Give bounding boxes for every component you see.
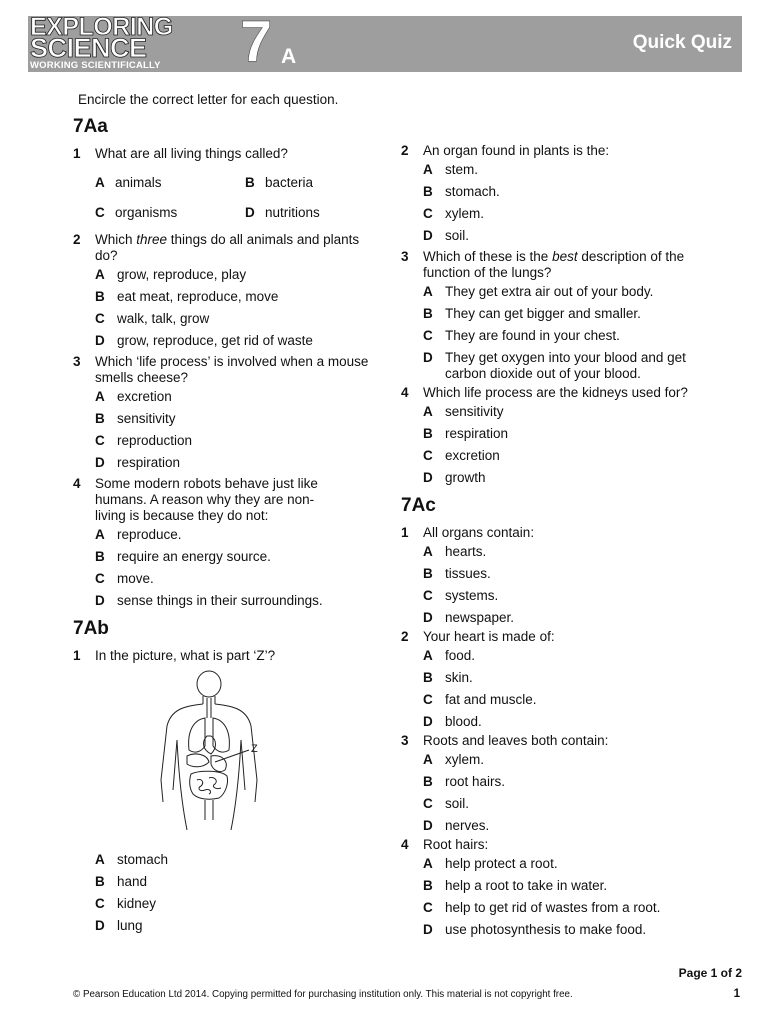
option-letter[interactable]: D	[423, 610, 433, 625]
option-a[interactable]	[95, 524, 373, 546]
question-text: Which life process are the kidneys used for?	[423, 385, 688, 400]
option-letter[interactable]: D	[423, 350, 433, 365]
question-number: 1	[401, 525, 409, 540]
option-b[interactable]	[245, 172, 395, 194]
option-text: sense things in their surroundings.	[117, 593, 323, 608]
option-a[interactable]	[95, 264, 373, 286]
option-text: hand	[117, 874, 148, 889]
option-text: root hairs.	[445, 774, 506, 789]
option-letter[interactable]: C	[95, 433, 105, 448]
question-7aa-3	[73, 354, 373, 474]
option-text: They are found in your chest.	[445, 328, 620, 343]
option-letter[interactable]: D	[423, 228, 433, 243]
option-text: nutritions	[265, 205, 320, 220]
option-letter[interactable]: A	[423, 752, 433, 767]
question-7ac-4	[401, 837, 721, 941]
option-letter[interactable]: D	[95, 593, 105, 608]
option-d[interactable]	[245, 202, 395, 224]
question-number: 4	[73, 476, 81, 491]
option-c[interactable]	[423, 203, 721, 225]
option-d[interactable]	[423, 467, 721, 489]
question-7ab-2	[401, 143, 721, 247]
option-c[interactable]	[95, 893, 373, 915]
brand-line-working: WORKING SCIENTIFICALLY	[30, 60, 161, 71]
option-letter[interactable]: A	[423, 544, 433, 559]
option-text: excretion	[445, 448, 500, 463]
option-text: excretion	[117, 389, 172, 404]
option-d[interactable]	[423, 225, 721, 247]
question-number: 2	[401, 629, 409, 644]
option-text: eat meat, reproduce, move	[117, 289, 279, 304]
question-number: 1	[73, 146, 81, 161]
option-text: skin.	[445, 670, 473, 685]
option-a[interactable]	[95, 849, 373, 871]
question-7aa-2	[73, 232, 373, 352]
option-text: require an energy source.	[117, 549, 271, 564]
option-letter[interactable]: C	[423, 448, 433, 463]
option-letter[interactable]: C	[423, 206, 433, 221]
question-7ab-3	[401, 249, 721, 385]
option-text: help to get rid of wastes from a root.	[445, 900, 661, 915]
instruction-text: Encircle the correct letter for each question.	[78, 92, 339, 107]
question-text-post: description of the function of the lungs?	[423, 249, 685, 280]
option-letter[interactable]: C	[423, 588, 433, 603]
option-letter[interactable]: A	[95, 527, 105, 542]
option-a[interactable]	[423, 749, 721, 771]
option-letter[interactable]: C	[423, 328, 433, 343]
option-d[interactable]	[423, 711, 721, 733]
option-letter[interactable]: D	[95, 918, 105, 933]
section-title-7aa: 7Aa	[73, 116, 108, 137]
option-text: help protect a root.	[445, 856, 558, 871]
option-letter[interactable]: A	[423, 404, 433, 419]
question-text	[95, 232, 373, 264]
brand-line-exploring: EXPLORING	[30, 13, 173, 41]
option-b[interactable]	[423, 303, 721, 325]
option-text: nerves.	[445, 818, 490, 833]
option-text: growth	[445, 470, 486, 485]
option-letter[interactable]: B	[95, 411, 105, 426]
option-text: bacteria	[265, 175, 314, 190]
option-letter[interactable]: B	[423, 670, 433, 685]
option-a[interactable]	[423, 645, 721, 667]
question-text: Some modern robots behave just like humans. A reason why they are non-living is because they do not:	[95, 476, 318, 523]
option-letter[interactable]: D	[423, 470, 433, 485]
option-a[interactable]	[95, 172, 245, 194]
option-text: food.	[445, 648, 476, 663]
brand-logo	[30, 13, 226, 72]
option-c[interactable]	[423, 689, 721, 711]
option-c[interactable]	[423, 445, 721, 467]
option-text: stem.	[445, 162, 479, 177]
option-text: stomach	[117, 852, 169, 867]
option-letter[interactable]: B	[95, 549, 105, 564]
option-text: They can get bigger and smaller.	[445, 306, 641, 321]
option-letter[interactable]: C	[95, 896, 105, 911]
option-text: xylem.	[445, 752, 485, 767]
option-a[interactable]	[423, 853, 721, 875]
option-b[interactable]	[95, 286, 373, 308]
option-text: sensitivity	[117, 411, 176, 426]
option-letter[interactable]: A	[423, 648, 433, 663]
option-letter[interactable]: D	[95, 333, 105, 348]
question-text-pre: Which	[95, 232, 137, 247]
question-number: 2	[73, 232, 81, 247]
option-letter[interactable]: A	[95, 389, 105, 404]
option-text: organisms	[115, 205, 178, 220]
option-text: tissues.	[445, 566, 491, 581]
page-indicator: Page 1 of 2	[678, 966, 742, 980]
option-a[interactable]	[423, 159, 721, 181]
option-a[interactable]	[95, 386, 373, 408]
option-d[interactable]	[95, 452, 373, 474]
question-7aa-1	[73, 146, 373, 230]
option-a[interactable]	[423, 281, 721, 303]
option-b[interactable]	[423, 667, 721, 689]
option-c[interactable]	[423, 897, 721, 919]
option-letter[interactable]: B	[245, 175, 255, 190]
question-number: 4	[401, 837, 409, 852]
option-text: xylem.	[445, 206, 485, 221]
question-7ac-2	[401, 629, 721, 733]
human-body-diagram	[143, 670, 283, 840]
question-7ab-4	[401, 385, 721, 489]
options-grid	[95, 168, 373, 230]
question-number: 3	[401, 733, 409, 748]
section-title-7ac: 7Ac	[401, 495, 436, 516]
option-text: kidney	[117, 896, 157, 911]
option-letter[interactable]: B	[423, 306, 433, 321]
question-text: In the picture, what is part ‘Z’?	[95, 648, 276, 663]
question-7ac-1	[401, 525, 721, 629]
option-letter[interactable]: B	[423, 184, 433, 199]
question-text: What are all living things called?	[95, 146, 288, 161]
option-text: soil.	[445, 796, 470, 811]
option-c[interactable]	[423, 793, 721, 815]
option-text: They get oxygen into your blood and get carbon dioxide out of your blood.	[445, 350, 686, 381]
option-d[interactable]	[423, 607, 721, 629]
figure-label-z: Z	[251, 743, 258, 755]
option-text: grow, reproduce, get rid of waste	[117, 333, 313, 348]
question-text: An organ found in plants is the:	[423, 143, 610, 158]
question-text-pre: Which of these is the	[423, 249, 553, 264]
option-text: sensitivity	[445, 404, 504, 419]
question-number: 2	[401, 143, 409, 158]
option-text: fat and muscle.	[445, 692, 537, 707]
question-7ab-1	[73, 648, 373, 937]
option-text: help a root to take in water.	[445, 878, 608, 893]
option-letter[interactable]: B	[423, 878, 433, 893]
left-column	[73, 116, 373, 937]
option-letter[interactable]: C	[423, 900, 433, 915]
option-text: respiration	[445, 426, 509, 441]
option-letter[interactable]: D	[95, 455, 105, 470]
page-number: 1	[733, 988, 740, 1000]
option-letter[interactable]: D	[423, 714, 433, 729]
option-text: lung	[117, 918, 143, 933]
option-c[interactable]	[95, 430, 373, 452]
option-c[interactable]	[95, 308, 373, 330]
option-text: walk, talk, grow	[117, 311, 210, 326]
option-letter[interactable]: D	[423, 922, 433, 937]
option-b[interactable]	[423, 423, 721, 445]
right-column	[401, 143, 721, 941]
option-text: reproduce.	[117, 527, 182, 542]
option-text: blood.	[445, 714, 482, 729]
option-letter[interactable]: C	[95, 311, 105, 326]
option-letter[interactable]: C	[95, 205, 105, 220]
option-b[interactable]	[95, 408, 373, 430]
question-text: Roots and leaves both contain:	[423, 733, 609, 748]
question-text-post: things do all animals and plants do?	[95, 232, 360, 263]
question-7aa-4	[73, 476, 373, 612]
option-d[interactable]	[95, 915, 373, 937]
option-d[interactable]	[95, 590, 373, 612]
option-text: grow, reproduce, play	[117, 267, 247, 282]
option-letter[interactable]: B	[423, 426, 433, 441]
option-text: reproduction	[117, 433, 193, 448]
option-text: move.	[117, 571, 154, 586]
option-d[interactable]	[423, 815, 721, 837]
option-letter[interactable]: A	[423, 284, 433, 299]
option-letter[interactable]: A	[423, 856, 433, 871]
option-b[interactable]	[95, 546, 373, 568]
copyright-notice: © Pearson Education Ltd 2014. Copying permitted for purchasing institution only. This material is not copyright free.	[73, 989, 573, 1000]
question-text-emphasis: three	[136, 232, 168, 247]
question-text: Your heart is made of:	[423, 629, 555, 644]
option-text: newspaper.	[445, 610, 515, 625]
question-number: 1	[73, 648, 81, 663]
option-text: hearts.	[445, 544, 487, 559]
option-letter[interactable]: B	[423, 566, 433, 581]
option-text: stomach.	[445, 184, 500, 199]
option-c[interactable]	[423, 325, 721, 347]
option-c[interactable]	[95, 568, 373, 590]
question-text: Root hairs:	[423, 837, 489, 852]
option-letter[interactable]: A	[423, 162, 433, 177]
option-c[interactable]	[423, 585, 721, 607]
option-letter[interactable]: D	[245, 205, 255, 220]
option-text: They get extra air out of your body.	[445, 284, 654, 299]
quiz-title: Quick Quiz	[632, 32, 732, 53]
brand-line-science: SCIENCE	[30, 33, 147, 63]
option-text: systems.	[445, 588, 499, 603]
option-letter[interactable]: A	[95, 852, 105, 867]
option-b[interactable]	[423, 181, 721, 203]
question-text	[423, 249, 693, 281]
option-text: soil.	[445, 228, 470, 243]
option-b[interactable]	[95, 871, 373, 893]
option-letter[interactable]: A	[95, 175, 105, 190]
question-7ac-3	[401, 733, 721, 837]
option-letter[interactable]: B	[95, 874, 105, 889]
option-text: respiration	[117, 455, 181, 470]
option-b[interactable]	[423, 771, 721, 793]
option-letter[interactable]: C	[423, 692, 433, 707]
option-letter[interactable]: D	[423, 818, 433, 833]
question-number: 3	[73, 354, 81, 369]
option-a[interactable]	[423, 541, 721, 563]
unit-number: 7	[240, 9, 273, 74]
option-letter[interactable]: B	[423, 774, 433, 789]
question-number: 4	[401, 385, 409, 400]
header-banner	[28, 9, 742, 74]
option-d[interactable]	[95, 330, 373, 352]
option-a[interactable]	[423, 401, 721, 423]
question-text-emphasis: best	[552, 249, 578, 264]
option-b[interactable]	[423, 563, 721, 585]
option-letter[interactable]: C	[95, 571, 105, 586]
question-text: Which ‘life process’ is involved when a mouse smells cheese?	[95, 354, 369, 385]
question-number: 3	[401, 249, 409, 264]
option-c[interactable]	[95, 202, 245, 224]
option-d[interactable]	[423, 919, 721, 941]
section-title-7ab: 7Ab	[73, 618, 109, 639]
unit-letter: A	[281, 45, 297, 68]
option-text: use photosynthesis to make food.	[445, 922, 647, 937]
option-text: animals	[115, 175, 162, 190]
question-text: All organs contain:	[423, 525, 535, 540]
option-letter[interactable]: C	[423, 796, 433, 811]
option-b[interactable]	[423, 875, 721, 897]
option-letter[interactable]: A	[95, 267, 105, 282]
option-d[interactable]	[423, 347, 721, 385]
option-letter[interactable]: B	[95, 289, 105, 304]
